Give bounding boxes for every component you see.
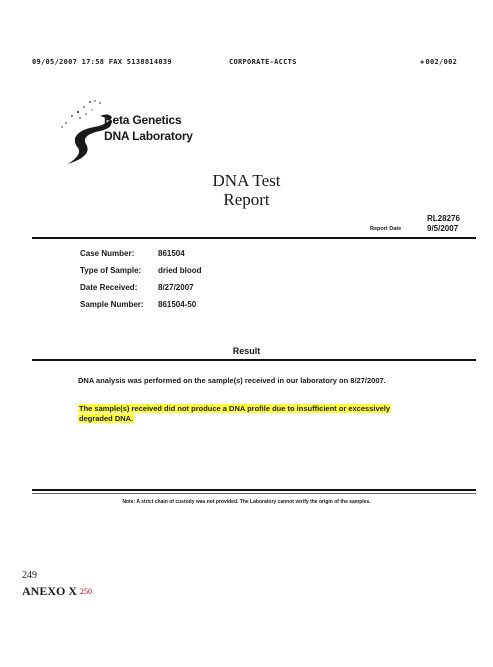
sample-type-label: Type of Sample: bbox=[80, 266, 142, 275]
divider-bottom bbox=[32, 489, 476, 491]
divider-top bbox=[32, 237, 476, 239]
fax-page-icon: ❖ bbox=[420, 58, 425, 66]
case-number-label: Case Number: bbox=[80, 249, 135, 258]
fax-header-center: CORPORATE-ACCTS bbox=[229, 58, 297, 66]
report-title-line1: DNA Test bbox=[212, 171, 281, 190]
result-highlight-line1: The sample(s) received did not produce a DNA profile due to insufficient or excessively bbox=[79, 404, 391, 413]
custody-note: Note: A strict chain of custody was not provided. The Laboratory cannot verify the origin of the samples. bbox=[122, 499, 371, 505]
report-id: RL28276 bbox=[427, 214, 460, 223]
sample-number-value: 861504-50 bbox=[158, 300, 197, 309]
result-heading: Result bbox=[232, 346, 261, 356]
sample-type-value: dried blood bbox=[158, 266, 202, 275]
fax-page-count: 002/002 bbox=[425, 58, 458, 66]
result-paragraph-2 bbox=[78, 404, 391, 424]
annex-ref: 250 bbox=[80, 587, 93, 596]
divider-bottom-thin bbox=[32, 493, 476, 494]
report-date: 9/5/2007 bbox=[427, 224, 459, 233]
page-number: 249 bbox=[22, 570, 37, 581]
fax-header-right bbox=[420, 58, 457, 66]
annex-title: ANEXO X bbox=[22, 584, 78, 598]
report-date-label: Report Date bbox=[370, 226, 402, 232]
report-title-line2: Report bbox=[223, 190, 270, 209]
date-received-label: Date Received: bbox=[80, 283, 138, 292]
result-paragraph-1: DNA analysis was performed on the sample(s) received in our laboratory on 8/27/2007. bbox=[78, 376, 386, 385]
lab-name-line1: Beta Genetics bbox=[104, 113, 182, 127]
fax-header-left: 09/05/2007 17:58 FAX 5138814039 bbox=[32, 58, 172, 66]
case-number-value: 861504 bbox=[158, 249, 185, 258]
divider-result bbox=[32, 359, 476, 361]
lab-name-line2: DNA Laboratory bbox=[104, 129, 193, 143]
result-highlight-line2: degraded DNA. bbox=[79, 414, 134, 423]
sample-number-label: Sample Number: bbox=[80, 300, 144, 309]
date-received-value: 8/27/2007 bbox=[158, 283, 194, 292]
annex-label bbox=[22, 584, 92, 599]
